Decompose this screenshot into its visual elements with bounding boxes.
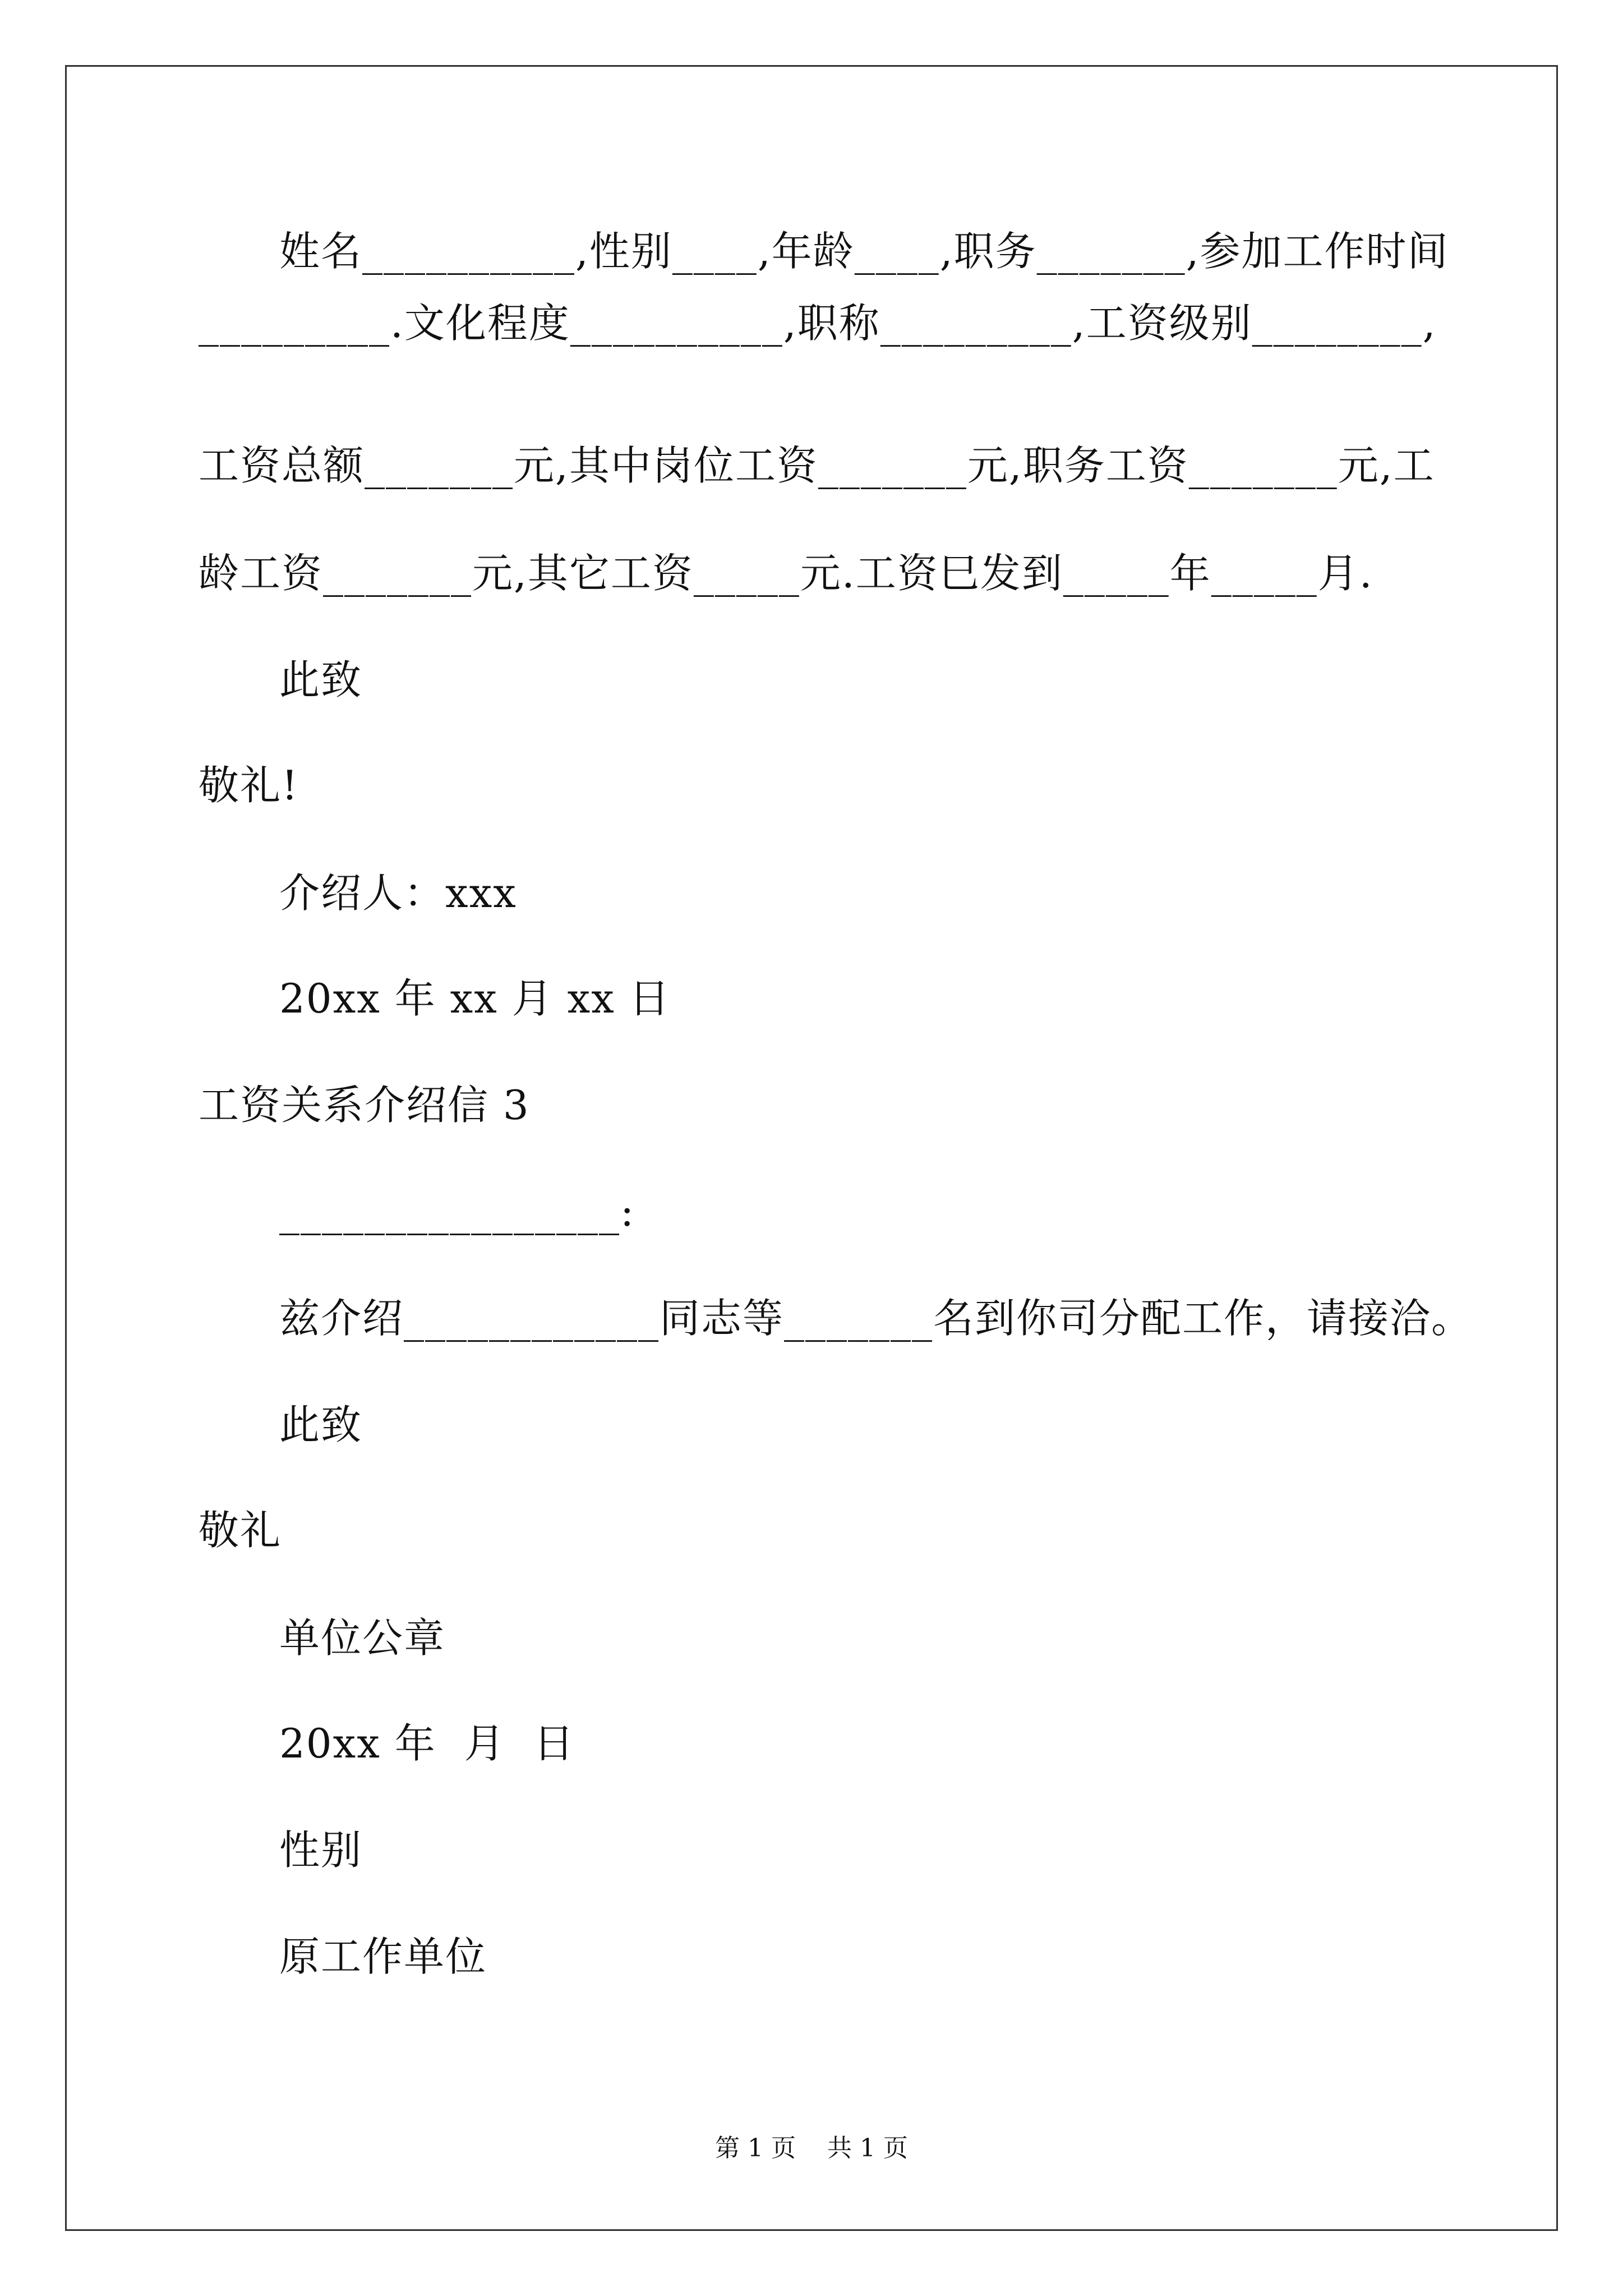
introducer-line: 介绍人：xxx bbox=[279, 869, 517, 917]
gender-label: 性别 bbox=[279, 1826, 363, 1874]
recipient-line: ________________: bbox=[279, 1188, 635, 1235]
employee-info-line-3: 工资总额_______元,其中岗位工资_______元,职务工资_______元,工 bbox=[199, 442, 1435, 489]
closing-salutation-2: 此致 bbox=[279, 1401, 363, 1448]
closing-salutation-1: 此致 bbox=[279, 656, 363, 703]
page-border bbox=[65, 65, 1558, 2231]
introduction-body: 兹介绍____________同志等_______名到你司分配工作，请接洽。 bbox=[279, 1295, 1473, 1342]
previous-employer-label: 原工作单位 bbox=[279, 1933, 487, 1980]
employee-info-line-2: _________.文化程度__________,职称_________,工资级别________, bbox=[199, 300, 1437, 347]
closing-regards-2: 敬礼 bbox=[199, 1507, 282, 1554]
employee-info-line-4: 龄工资_______元,其它工资_____元.工资巳发到_____年_____月. bbox=[199, 550, 1373, 597]
date-line-2: 20xx 年 月 日 bbox=[279, 1720, 575, 1767]
employee-info-line-1: 姓名__________,性别____,年龄____,职务_______,参加工作时间 bbox=[279, 228, 1449, 275]
closing-regards-1: 敬礼! bbox=[199, 762, 299, 809]
section-heading: 工资关系介绍信 3 bbox=[199, 1082, 530, 1129]
date-line-1: 20xx 年 xx 月 xx 日 bbox=[279, 975, 671, 1022]
page-number-footer: 第 1 页 共 1 页 bbox=[715, 2134, 908, 2162]
unit-seal-line: 单位公章 bbox=[279, 1614, 446, 1662]
